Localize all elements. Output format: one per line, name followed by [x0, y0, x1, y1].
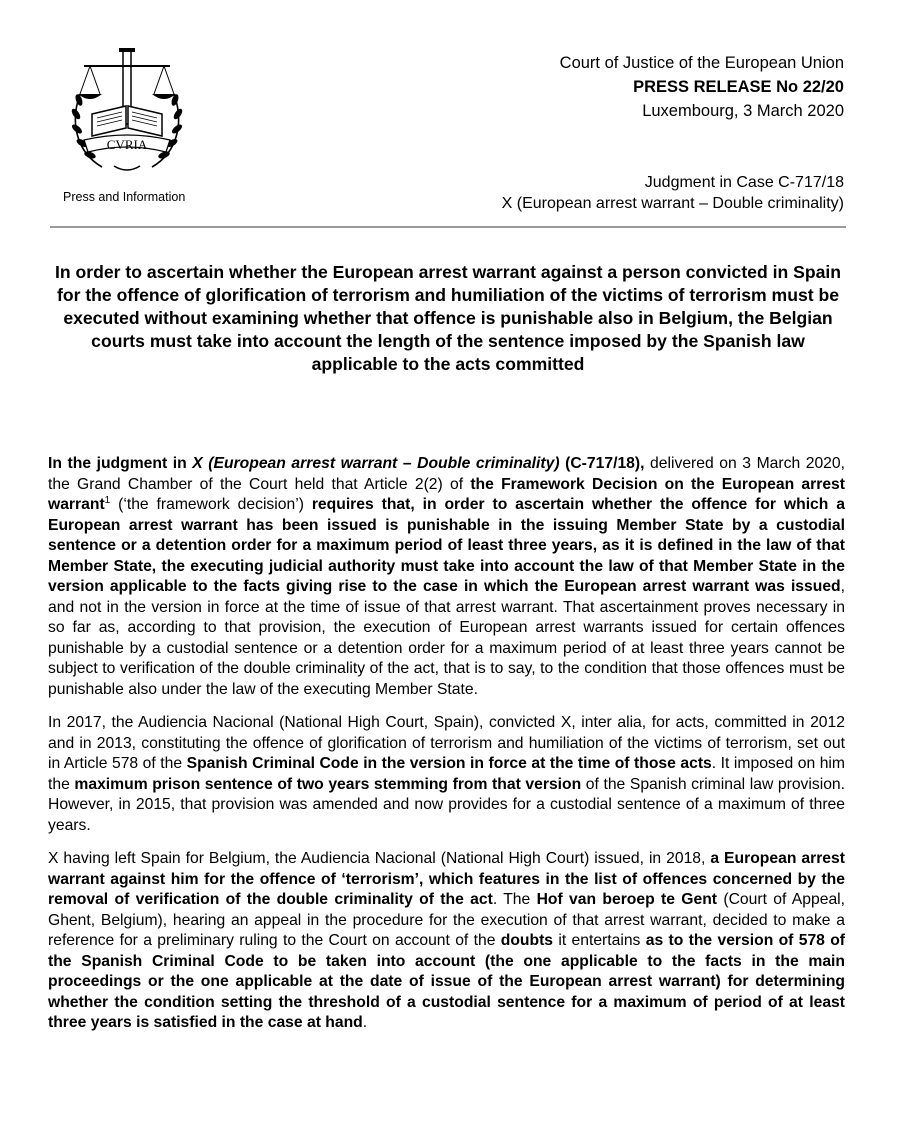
case-title: X (European arrest warrant – Double criminality): [501, 195, 844, 212]
court-emblem-icon: [62, 42, 192, 182]
institution-name: Court of Justice of the European Union: [559, 54, 844, 72]
text-run: .: [362, 1014, 368, 1031]
text-run: as to the version of 578 of the Spanish Criminal Code to be taken into account (the one applicable to the facts in the main proceedings or the one applicable at the date of issue of the European arrest warrant) for determining whether the condition setting the threshold of a custodial sentence for a maximum of period of at least three years is satisfied in the case at hand: [48, 932, 846, 1031]
text-run: the Framework Decision on the European arrest warrant: [48, 475, 845, 513]
paragraph-2: [48, 713, 845, 836]
press-info-label: Press and Information: [63, 190, 186, 204]
text-run: Hof van beroep te Gent: [536, 891, 718, 908]
cvria-logo: [62, 42, 192, 182]
text-run: . The: [492, 891, 537, 908]
press-release-number: PRESS RELEASE No 22/20: [633, 78, 844, 96]
text-run: requires that, in order to ascertain whether the offence for which a European arrest warrant has been issued is punishable in the issuing Member State by a custodial sentence or a detention order for a maximum period of least three years, as it is defined in the law of that Member State, the executing judicial authority must take into account the law of that Member State in the version applicable to the facts giving rise to the case in which the European arrest warrant was issued: [48, 496, 845, 595]
text-run: X having left Spain for Belgium, the Audiencia Nacional (National High Court) issued, in 2018,: [48, 850, 711, 867]
place-date: Luxembourg, 3 March 2020: [642, 102, 844, 120]
text-run: In the judgment in: [48, 455, 193, 472]
text-run: (C-717/18),: [559, 455, 645, 472]
header-block: [560, 51, 844, 123]
case-block: [502, 172, 844, 214]
text-run: (Court of Appeal, Ghent, Belgium), hearing an appeal in the procedure for the execution of that arrest warrant, decided to make a reference for a preliminary ruling to the Court on account of the: [48, 891, 846, 949]
text-run: . It imposed on him the: [48, 755, 845, 793]
body-text: [48, 454, 845, 1047]
text-run: it entertains: [553, 932, 646, 949]
paragraph-1: [48, 454, 845, 700]
text-run: In 2017, the Audiencia Nacional (National High Court, Spain), convicted X, inter alia, for acts, committed in 2012 and in 2013, constituting the offence of glorification of terrorism and humiliation of the victims of terrorism, set out in Article 578 of the: [48, 714, 845, 772]
text-run: delivered on 3 March 2020, the Grand Chamber of the Court held that Article 2(2) of: [48, 455, 845, 493]
logo-text: CVRIA: [106, 137, 148, 152]
text-run: Spanish Criminal Code in the version in force at the time of those acts: [186, 755, 712, 772]
footnote-ref: 1: [104, 494, 111, 506]
text-run: a European arrest warrant against him for the offence of ‘terrorism’, which features in the list of offences concerned by the removal of verification of the double criminality of the act: [48, 850, 845, 908]
text-run: of the Spanish criminal law provision. However, in 2015, that provision was amended and now provides for a custodial sentence of a maximum of three years.: [48, 775, 846, 834]
text-run: maximum prison sentence of two years stemming from that version: [74, 775, 582, 793]
header-divider: [50, 226, 846, 228]
text-run: , and not in the version in force at the time of issue of that arrest warrant. That ascertainment proves necessary in so far as, according to that provision, the execution of European arrest warrants issued for certain offences punishable by a custodial sentence or a detention order for a maximum period of at least three years cannot be subject to verification of the double criminality of the act, that is to say, to the condition that those offences must be punishable also under the law of the executing Member State.: [48, 578, 845, 698]
text-run: X (European arrest warrant – Double criminality): [192, 455, 560, 472]
paragraph-3: [48, 849, 845, 1034]
judgment-case: Judgment in Case C-717/18: [644, 174, 844, 191]
text-run: doubts: [500, 932, 554, 949]
text-run: (‘the framework decision’): [110, 496, 312, 513]
headline: In order to ascertain whether the European arrest warrant against a person convicted in Spain for the offence of glorification of terrorism and humiliation of the victims of terrorism must be executed without examining whether that offence is punishable also in Belgium, the Belgian courts must take into account the length of the sentence imposed by the Spanish law applicable to the acts committed: [54, 262, 842, 374]
